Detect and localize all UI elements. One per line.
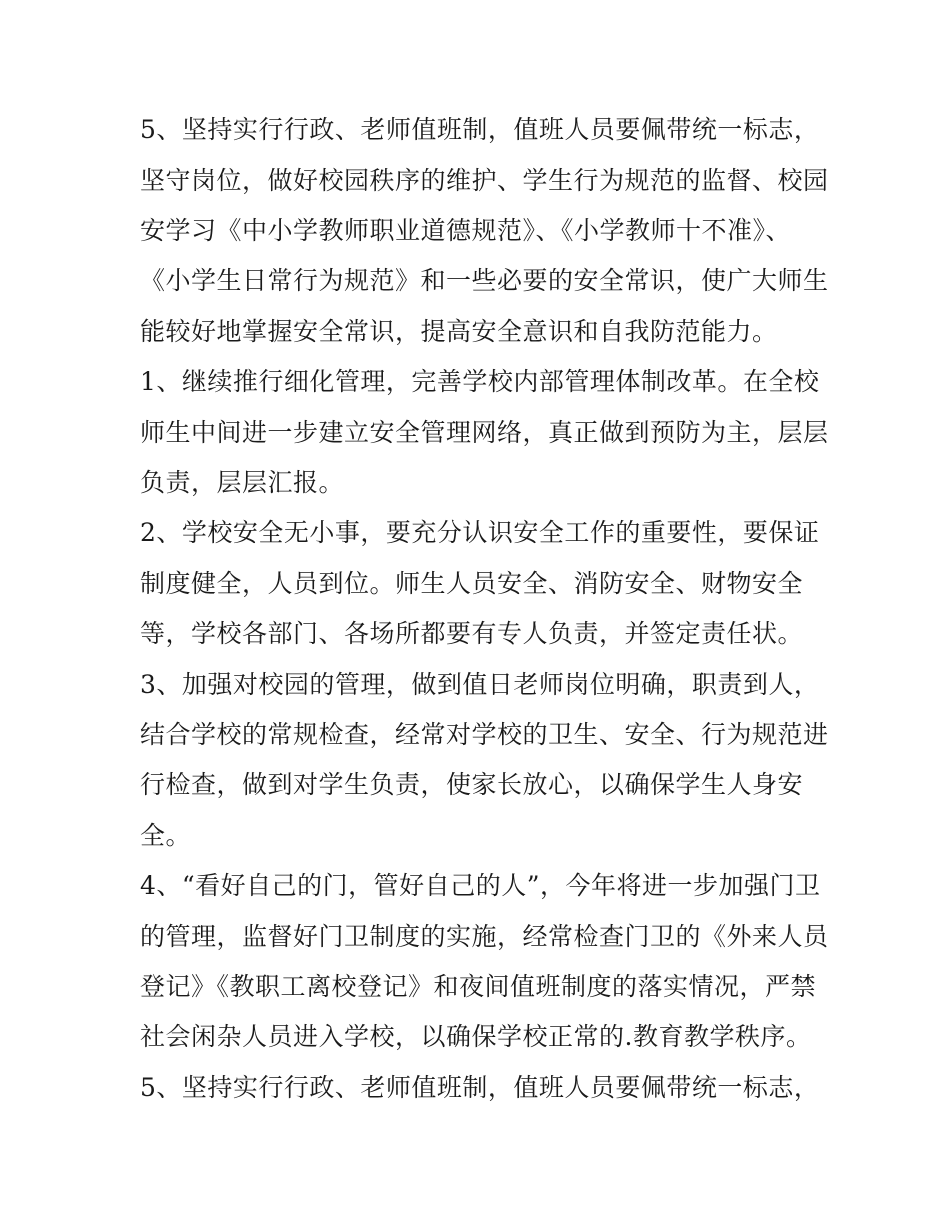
text-line: 能较好地掌握安全常识，提高安全意识和自我防范能力。 xyxy=(140,317,778,346)
text-line: 结合学校的常规检查，经常对学校的卫生、安全、行为规范进 xyxy=(140,720,829,749)
text-line: 5、坚持实行行政、老师值班制，值班人员要佩带统一标志， xyxy=(140,1073,820,1102)
text-line: 《小学生日常行为规范》和一些必要的安全常识，使广大师生 xyxy=(140,266,829,295)
text-line: 登记》《教职工离校登记》和夜间值班制度的落实情况，严禁 xyxy=(140,972,817,1001)
text-line: 社会闲杂人员进入学校，以确保学校正常的.教育教学秩序。 xyxy=(140,1022,812,1051)
text-line: 全。 xyxy=(140,821,192,850)
text-line: 5、坚持实行行政、老师值班制，值班人员要佩带统一标志， xyxy=(140,115,820,144)
text-line: 负责，层层汇报。 xyxy=(140,468,345,497)
text-line: 安学习《中小学教师职业道德规范》、《小学教师十不准》、 xyxy=(140,216,792,245)
text-line: 坚守岗位，做好校园秩序的维护、学生行为规范的监督、校园 xyxy=(140,166,829,195)
text-line: 的管理，监督好门卫制度的实施，经常检查门卫的《外来人员 xyxy=(140,922,829,951)
text-line: 等，学校各部门、各场所都要有专人负责，并签定责任状。 xyxy=(140,619,804,648)
text-line: 4、“看好自己的门，管好自己的人”，今年将进一步加强门卫 xyxy=(140,871,821,900)
text-line: 师生中间进一步建立安全管理网络，真正做到预防为主，层层 xyxy=(140,418,829,447)
text-line: 1、继续推行细化管理，完善学校内部管理体制改革。在全校 xyxy=(140,367,820,396)
text-line: 3、加强对校园的管理，做到值日老师岗位明确，职责到人， xyxy=(140,670,820,699)
text-line: 行检查，做到对学生负责，使家长放心，以确保学生人身安 xyxy=(140,770,804,799)
text-line: 2、学校安全无小事，要充分认识安全工作的重要性，要保证 xyxy=(140,518,820,547)
text-line: 制度健全，人员到位。师生人员安全、消防安全、财物安全 xyxy=(140,569,804,598)
